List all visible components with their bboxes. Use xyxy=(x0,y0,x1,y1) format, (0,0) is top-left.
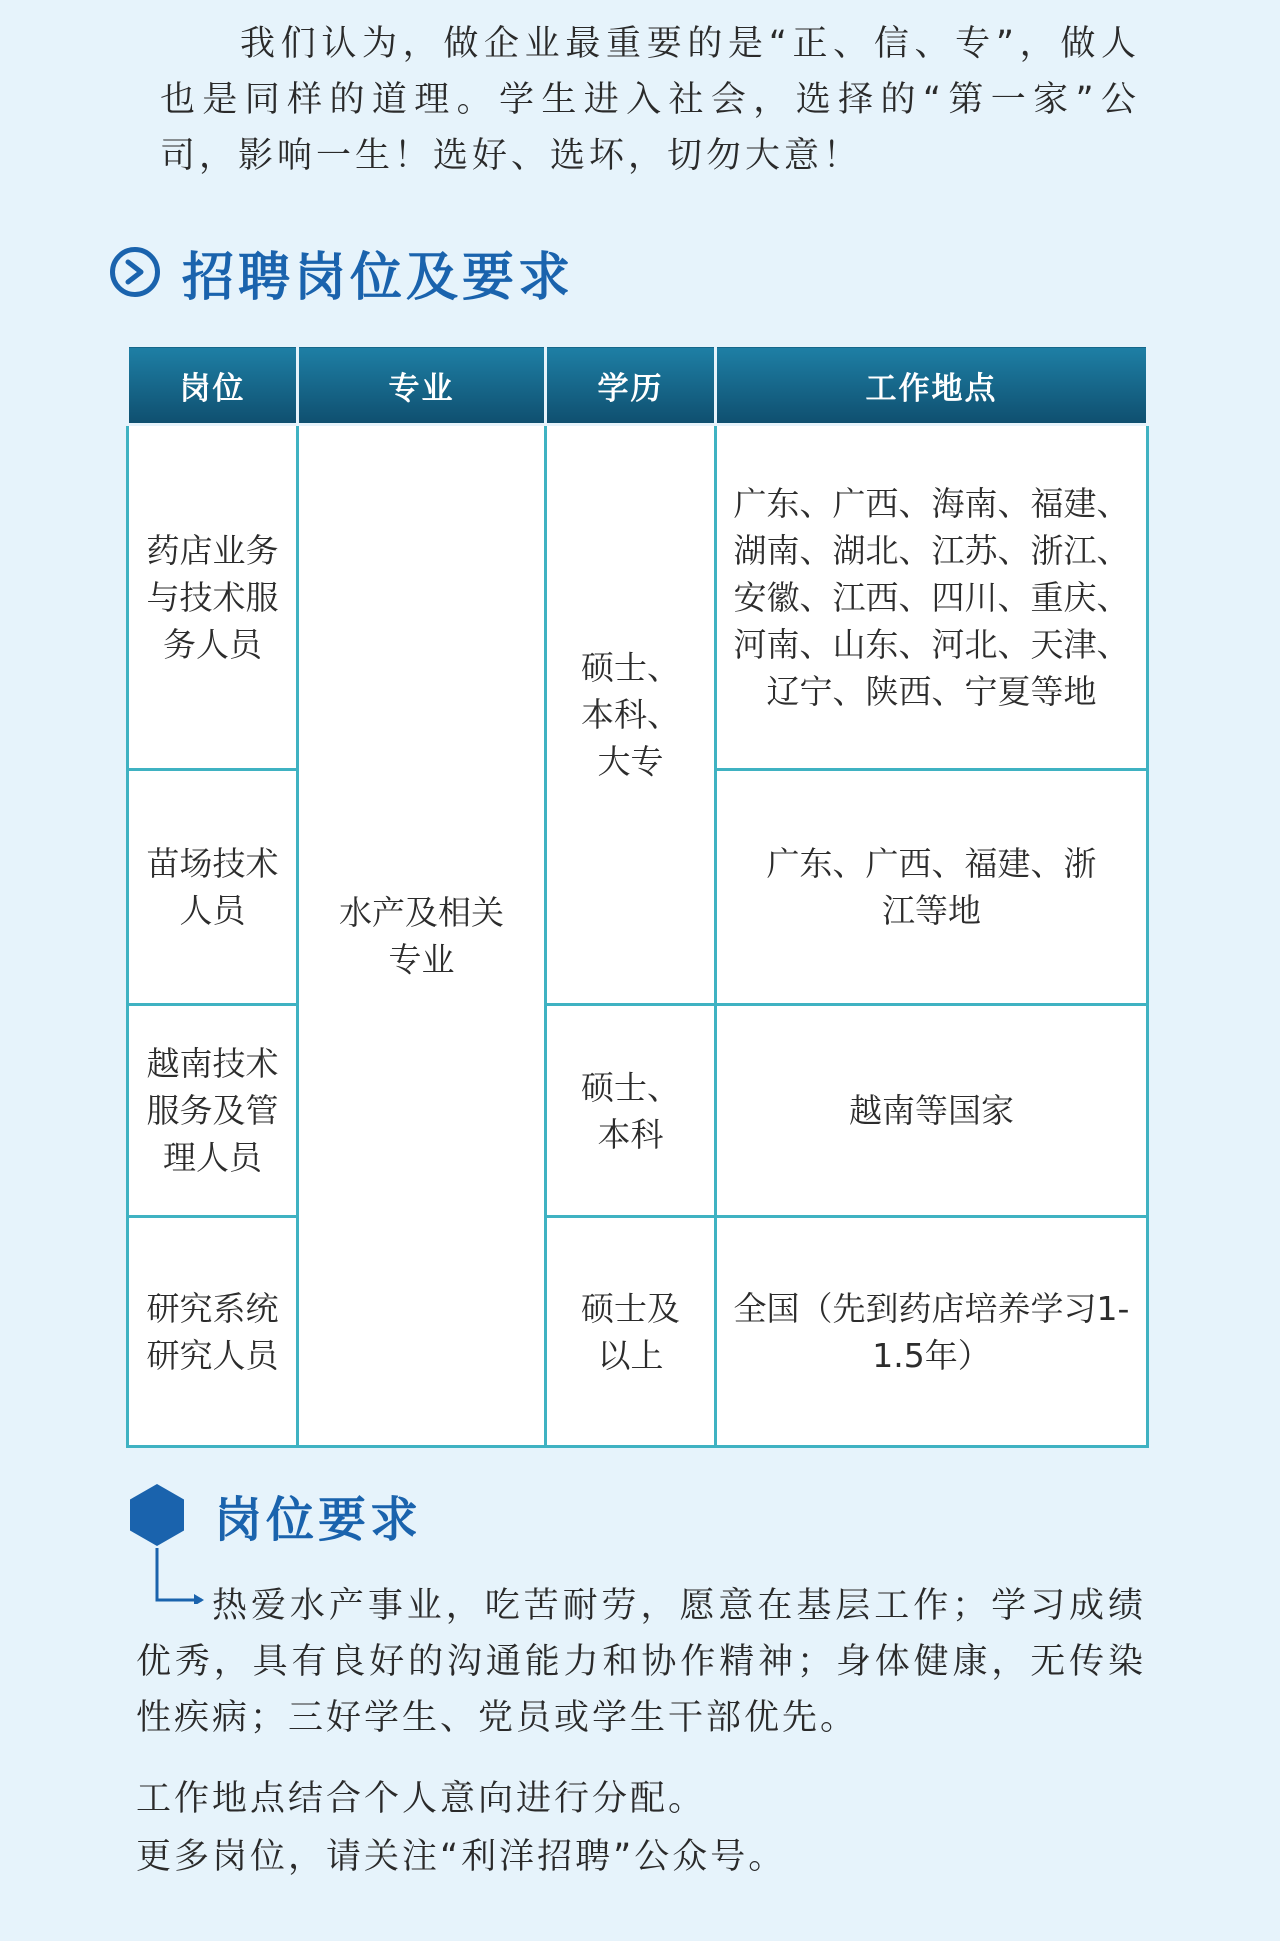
footer-line-2: 更多岗位，请关注“利洋招聘”公众号。 xyxy=(136,1837,787,1877)
cell-education: 硕士、本科 xyxy=(546,1005,716,1217)
table-header-row xyxy=(128,346,1148,425)
job-table-grid xyxy=(126,344,1149,1448)
cell-education: 硕士及以上 xyxy=(546,1217,716,1447)
table-row xyxy=(128,1217,1148,1447)
header-education: 学历 xyxy=(546,346,716,425)
chevron-circle-icon xyxy=(110,247,160,297)
header-position: 岗位 xyxy=(128,346,298,425)
cell-position: 研究系统研究人员 xyxy=(128,1217,298,1447)
hexagon-icon xyxy=(130,1484,184,1546)
cell-position: 苗场技术人员 xyxy=(128,770,298,1005)
section-header xyxy=(110,232,574,312)
cell-education: 硕士、本科、大专 xyxy=(546,425,716,1005)
table-row xyxy=(128,425,1148,770)
cell-location: 广东、广西、福建、浙江等地 xyxy=(716,770,1148,1005)
table-row xyxy=(128,1005,1148,1217)
cell-location: 广东、广西、海南、福建、湖南、湖北、江苏、浙江、安徽、江西、四川、重庆、河南、山东、河北、天津、辽宁、陕西、宁夏等地 xyxy=(716,425,1148,770)
header-location: 工作地点 xyxy=(716,346,1148,425)
section-title: 招聘岗位及要求 xyxy=(182,247,575,308)
intro-paragraph: 我们认为，做企业最重要的是“正、信、专”，做人也是同样的道理。学生进入社会，选择的“第一家”公司，影响一生！选好、选坏，切勿大意！ xyxy=(160,24,1140,176)
cell-location: 全国（先到药店培养学习1-1.5年） xyxy=(716,1217,1148,1447)
footer-notes xyxy=(136,1770,1146,1886)
requirements-title: 岗位要求 xyxy=(214,1491,423,1548)
cell-position: 越南技术服务及管理人员 xyxy=(128,1005,298,1217)
cell-location: 越南等国家 xyxy=(716,1005,1148,1217)
requirements-body xyxy=(136,1578,1146,1746)
cell-major: 水产及相关专业 xyxy=(298,425,546,1447)
requirements-header xyxy=(130,1480,422,1550)
cell-position: 药店业务与技术服务人员 xyxy=(128,425,298,770)
header-major: 专业 xyxy=(298,346,546,425)
intro-text xyxy=(160,16,1140,184)
requirements-text: 热爱水产事业，吃苦耐劳，愿意在基层工作；学习成绩优秀，具有良好的沟通能力和协作精神；身体健康，无传染性疾病；三好学生、党员或学生干部优先。 xyxy=(136,1586,1146,1738)
job-table xyxy=(126,344,1146,1444)
footer-line-1: 工作地点结合个人意向进行分配。 xyxy=(136,1779,707,1819)
